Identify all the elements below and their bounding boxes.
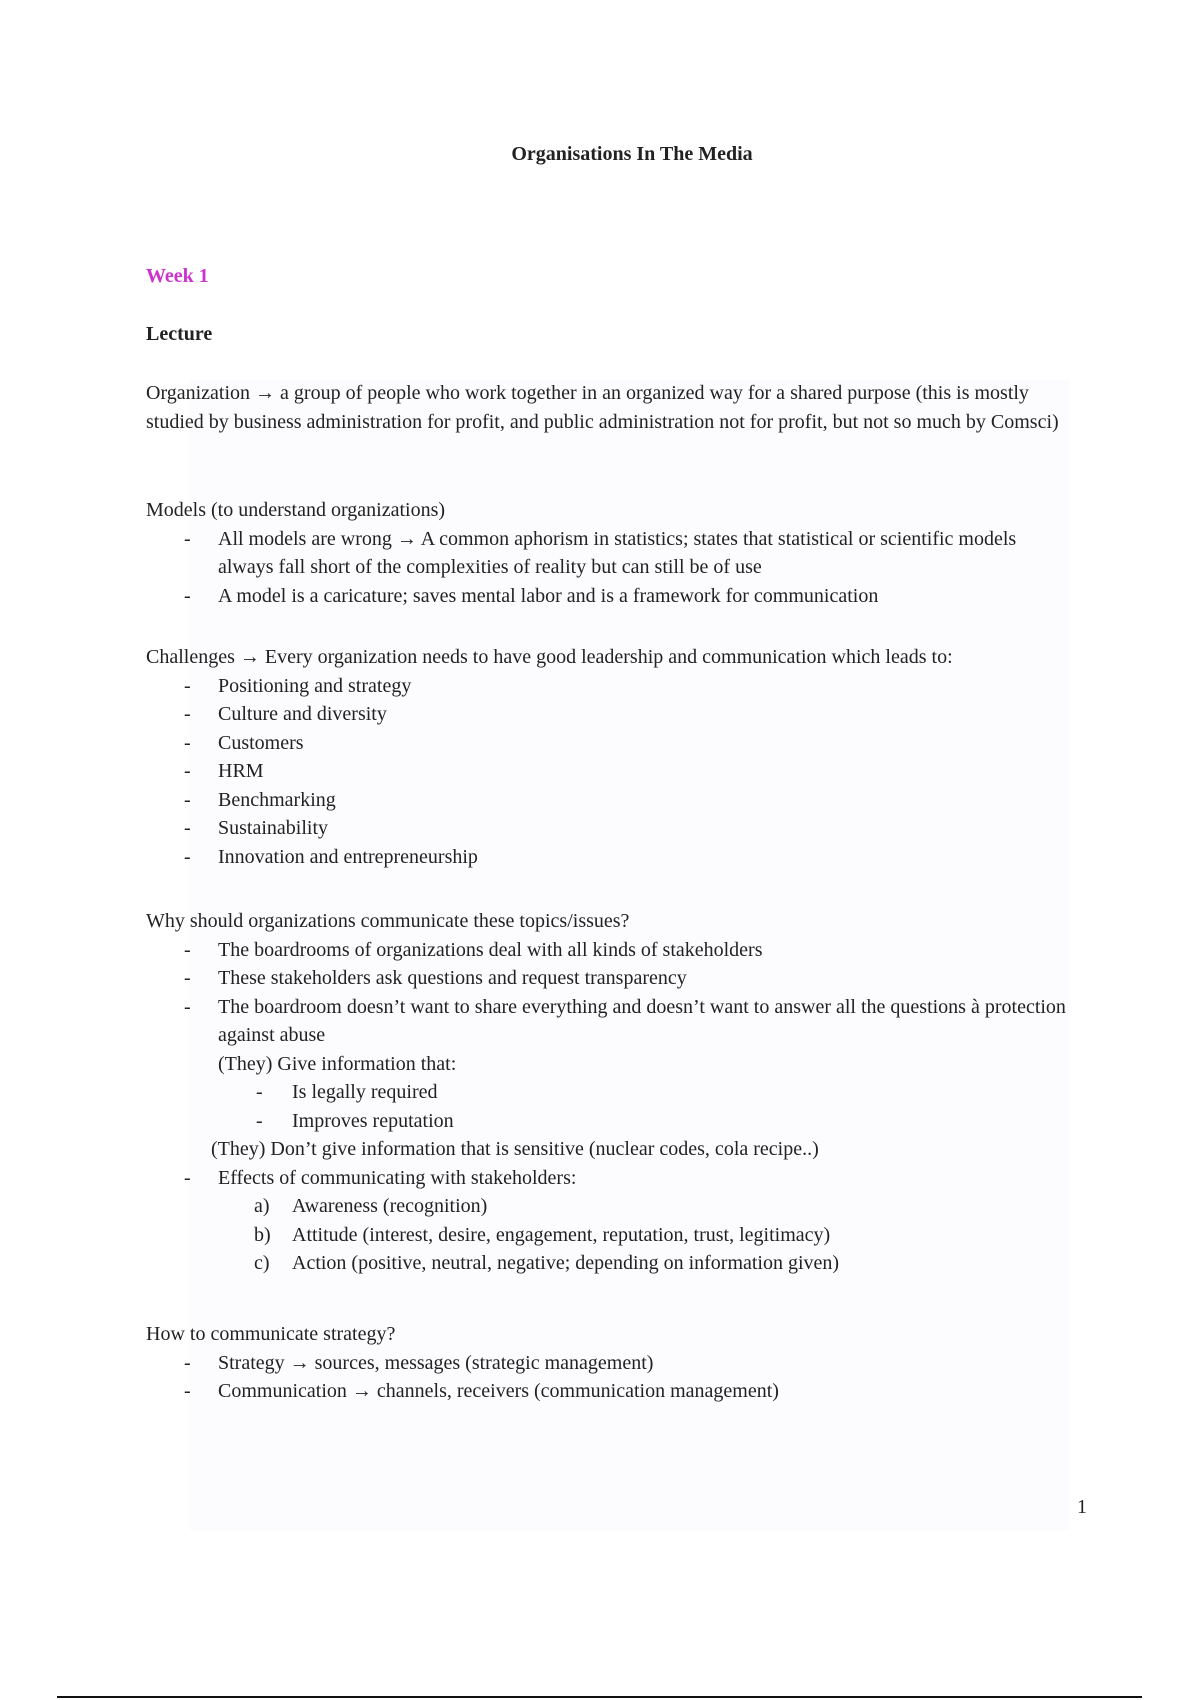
challenges-section <box>146 643 1076 871</box>
effects-list <box>146 1192 1076 1278</box>
list-marker: c) <box>254 1252 270 1274</box>
list-item: - These stakeholders ask questions and request transparency <box>146 964 1076 993</box>
models-section <box>146 496 1076 610</box>
list-marker: a) <box>254 1195 270 1217</box>
challenges-list <box>146 672 1076 872</box>
effects-list-wrapper <box>146 1164 1076 1193</box>
why-heading: Why should organizations communicate these topics/issues? <box>146 910 630 932</box>
list-item: - Communication → channels, receivers (communication management) <box>146 1377 1076 1406</box>
challenges-heading: Challenges → Every organization needs to have good leadership and communication which leads to: <box>146 646 953 668</box>
give-info-label: (They) Give information that: <box>218 1052 457 1075</box>
list-item: - Innovation and entrepreneurship <box>146 843 1076 872</box>
dont-give-info: (They) Don’t give information that is sensitive (nuclear codes, cola recipe..) <box>211 1138 819 1160</box>
models-heading: Models (to understand organizations) <box>146 499 446 521</box>
give-info-list <box>146 1078 1076 1135</box>
list-item <box>146 1249 1076 1278</box>
how-list <box>146 1349 1076 1406</box>
list-item: - HRM <box>146 757 1076 786</box>
list-item <box>146 1221 1076 1250</box>
list-item: - A model is a caricature; saves mental labor and is a framework for communication <box>146 582 1076 611</box>
list-item: - The boardrooms of organizations deal with all kinds of stakeholders <box>146 936 1076 965</box>
why-list <box>146 936 1076 1050</box>
list-item-text: Awareness (recognition) <box>292 1195 488 1217</box>
list-item: - Benchmarking <box>146 786 1076 815</box>
lecture-heading: Lecture <box>146 323 213 345</box>
list-item: - Positioning and strategy <box>146 672 1076 701</box>
list-item: - Culture and diversity <box>146 700 1076 729</box>
list-item <box>146 1192 1076 1221</box>
how-section <box>146 1320 1076 1406</box>
effects-label: - Effects of communicating with stakeholders: <box>146 1164 1076 1193</box>
page-number: 1 <box>1077 1496 1087 1518</box>
list-item: - Strategy → sources, messages (strategic management) <box>146 1349 1076 1378</box>
list-item: - Sustainability <box>146 814 1076 843</box>
list-item: - Is legally required <box>146 1078 1076 1107</box>
bottom-divider <box>57 1696 1142 1698</box>
list-marker: b) <box>254 1223 271 1246</box>
list-item: - Improves reputation <box>146 1107 1076 1136</box>
document-title: Organisations In The Media <box>511 143 753 165</box>
list-item: - Customers <box>146 729 1076 758</box>
models-list <box>146 525 1076 611</box>
list-item-text: Attitude (interest, desire, engagement, reputation, trust, legitimacy) <box>292 1223 831 1246</box>
week-heading: Week 1 <box>146 265 209 287</box>
list-item: - All models are wrong → A common aphorism in statistics; states that statistical or scientific models always fall short of the complexities of reality but can still be of use <box>146 525 1076 582</box>
intro-paragraph: Organization → a group of people who work together in an organized way for a shared purpose (this is mostly studied by business administration for profit, and public administration not for profit, but not so much by Comsci) <box>146 382 1059 433</box>
how-heading: How to communicate strategy? <box>146 1323 396 1345</box>
why-section <box>146 907 1076 1278</box>
list-item-text: Action (positive, neutral, negative; depending on information given) <box>292 1252 840 1274</box>
list-item: - The boardroom doesn’t want to share everything and doesn’t want to answer all the questions à protection against abuse <box>146 993 1076 1050</box>
